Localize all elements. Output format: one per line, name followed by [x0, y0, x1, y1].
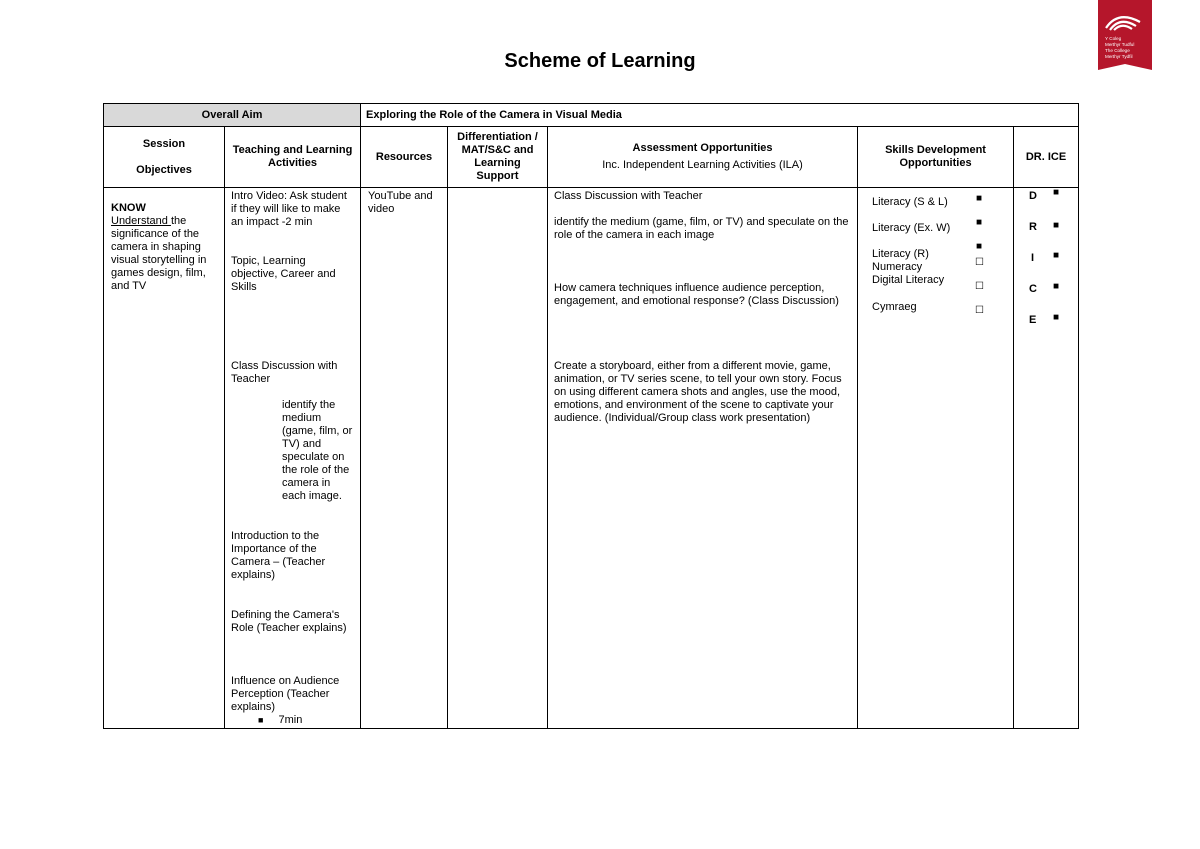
teaching-defining: Defining the Camera's Role (Teacher explains) [231, 609, 347, 634]
skills-cell [858, 188, 1014, 729]
header-resources: Resources [361, 127, 448, 188]
header-teaching: Teaching and Learning Activities [225, 127, 361, 188]
teaching-class-discussion: Class Discussion with Teacher [231, 360, 338, 385]
checked-box-icon: ■ [976, 193, 983, 204]
resources-text: YouTube and video [368, 190, 433, 215]
drice-letter: E [1029, 314, 1037, 326]
teaching-identify: identify the medium (game, film, or TV) and speculate on the role of the camera in each image. [282, 399, 353, 502]
checked-box-icon: ■ [1053, 250, 1060, 261]
logo-line-3: The College [1105, 48, 1130, 53]
skill-label: Literacy (R) [872, 248, 929, 260]
header-session-objectives [104, 127, 225, 188]
skill-label: Numeracy [872, 261, 923, 273]
teaching-time: 7min [278, 714, 303, 726]
skill-label: Digital Literacy [872, 274, 945, 286]
teaching-introduction: Introduction to the Importance of the Camera – (Teacher explains) [231, 530, 326, 581]
teaching-influence: Influence on Audience Perception (Teacher explains) [231, 675, 340, 713]
teaching-cell [225, 188, 361, 729]
overall-aim-value: Exploring the Role of the Camera in Visual Media [361, 104, 1079, 127]
assessment-line-1: Class Discussion with Teacher [554, 190, 703, 202]
drice-letter: D [1029, 190, 1037, 202]
overall-aim-row [104, 104, 1079, 127]
assessment-cell [548, 188, 858, 729]
header-session: Session [142, 137, 186, 150]
differentiation-cell [448, 188, 548, 729]
assessment-line-4: Create a storyboard, either from a different movie, game, animation, or TV series scene, to tell your own story. Focus on using different camera shots and angles, use the mood, emotions, and environment of the scene to captivate your audience. (Individual/Group class work presentation) [554, 360, 842, 424]
skill-label: Literacy (Ex. W) [872, 222, 951, 234]
checked-box-icon: ■ [1053, 312, 1060, 323]
checked-box-icon: ■ [976, 241, 983, 252]
overall-aim-label: Overall Aim [104, 104, 361, 127]
content-row [104, 188, 1079, 729]
header-assessment-sub: Inc. Independent Learning Activities (ILA) [602, 159, 803, 171]
unchecked-box-icon: ☐ [975, 257, 984, 268]
page-title: Scheme of Learning [504, 50, 696, 72]
header-assessment-title: Assessment Opportunities [632, 142, 773, 154]
drice-letter: C [1029, 283, 1037, 295]
header-objectives: Objectives [136, 163, 192, 176]
drice-cell [1014, 188, 1079, 729]
header-differentiation: Differentiation / MAT/S&C and Learning Support [448, 127, 548, 188]
scheme-table [103, 103, 1079, 729]
logo-line-1: Y Coleg [1105, 36, 1122, 41]
skill-label: Cymraeg [872, 301, 917, 313]
resources-cell [361, 188, 448, 729]
checked-box-icon: ■ [976, 217, 983, 228]
skill-label: Literacy (S & L) [872, 196, 948, 208]
teaching-time-item [258, 714, 358, 727]
unchecked-box-icon: ☐ [975, 281, 984, 292]
teaching-intro: Intro Video: Ask student if they will like to make an impact -2 min [231, 190, 347, 228]
header-skills: Skills Development Opportunities [858, 127, 1014, 188]
checked-box-icon: ■ [1053, 220, 1060, 231]
checked-box-icon: ■ [1053, 281, 1060, 292]
bullet-icon: ■ [258, 715, 264, 725]
header-drice: DR. ICE [1014, 127, 1079, 188]
understand-word: Understand [111, 215, 171, 227]
header-assessment [548, 127, 858, 188]
unchecked-box-icon: ☐ [975, 305, 984, 316]
drice-letter: R [1029, 221, 1037, 233]
logo-line-4: Merthyr Tydfil [1105, 54, 1133, 59]
drice-letter: I [1031, 252, 1035, 264]
teaching-topic: Topic, Learning objective, Career and Skills [231, 255, 336, 293]
assessment-line-2: identify the medium (game, film, or TV) and speculate on the role of the camera in each image [554, 216, 849, 241]
know-label: KNOW [111, 202, 146, 214]
assessment-line-3: How camera techniques influence audience perception, engagement, and emotional response? (Class Discussion) [554, 282, 839, 307]
logo-line-2: Merthyr Tudful [1105, 42, 1135, 47]
objectives-cell [104, 188, 225, 729]
objectives-block [111, 202, 215, 293]
checked-box-icon: ■ [1053, 187, 1060, 198]
objectives-text: the significance of the camera in shaping visual storytelling in games design, film, and TV [111, 215, 207, 292]
header-row [104, 127, 1079, 188]
